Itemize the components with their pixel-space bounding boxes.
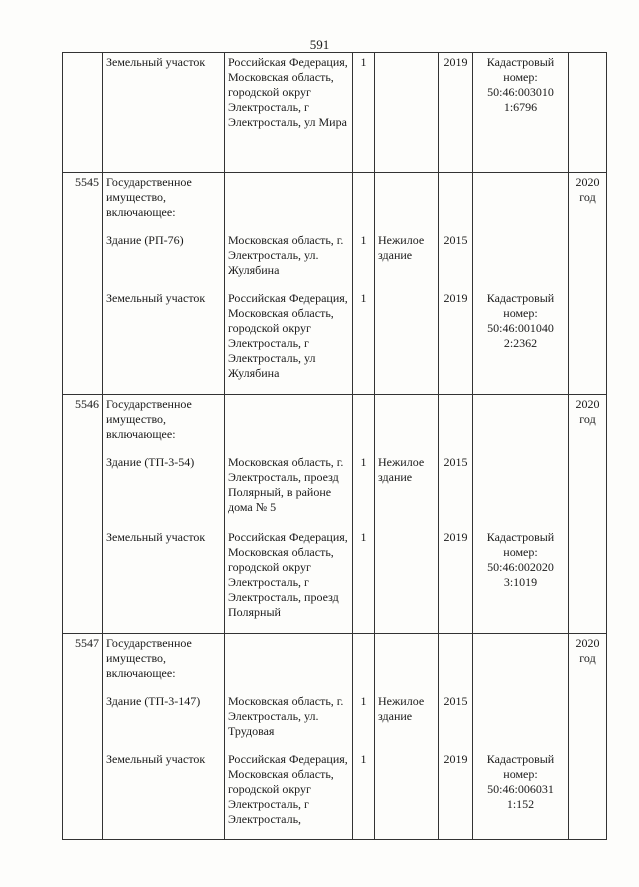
object-quantity: 1 <box>353 231 375 289</box>
item-number: 5547 <box>63 634 103 692</box>
cadastral-number <box>473 453 569 528</box>
table-row <box>63 750 607 840</box>
item-number: 5545 <box>63 173 103 231</box>
object-address <box>225 173 353 231</box>
item-number <box>63 528 103 634</box>
transfer-period <box>569 692 607 750</box>
table-row <box>63 231 607 289</box>
cadastral-number <box>473 692 569 750</box>
object-type <box>375 634 439 692</box>
object-year <box>439 173 473 231</box>
object-name: Земельный участок <box>103 53 225 173</box>
object-quantity <box>353 634 375 692</box>
object-quantity: 1 <box>353 53 375 173</box>
table-row <box>63 692 607 750</box>
object-name: Земельный участок <box>103 289 225 395</box>
item-number <box>63 231 103 289</box>
object-address: Московская область, г. Электросталь, ул. Трудовая <box>225 692 353 750</box>
transfer-period <box>569 528 607 634</box>
property-register-table <box>62 52 607 840</box>
object-name: Здание (РП-76) <box>103 231 225 289</box>
object-type <box>375 395 439 453</box>
object-quantity <box>353 173 375 231</box>
object-name: Государственное имущество, включающее: <box>103 395 225 453</box>
object-type <box>375 53 439 173</box>
table-row <box>63 173 607 231</box>
cadastral-number: Кадастровый номер: 50:46:001040 2:2362 <box>473 289 569 395</box>
item-number <box>63 750 103 840</box>
item-number <box>63 53 103 173</box>
object-year: 2019 <box>439 528 473 634</box>
transfer-period <box>569 231 607 289</box>
item-number <box>63 692 103 750</box>
object-year: 2019 <box>439 750 473 840</box>
object-year <box>439 634 473 692</box>
transfer-period: 2020 год <box>569 173 607 231</box>
object-year: 2019 <box>439 289 473 395</box>
object-quantity: 1 <box>353 453 375 528</box>
object-address: Российская Федерация, Московская область, городской округ Электросталь, г Электросталь, ул Жулябина <box>225 289 353 395</box>
transfer-period <box>569 289 607 395</box>
object-address <box>225 634 353 692</box>
transfer-period <box>569 53 607 173</box>
table-row <box>63 53 607 173</box>
table-row <box>63 634 607 692</box>
object-address: Московская область, г. Электросталь, ул. Жулябина <box>225 231 353 289</box>
cadastral-number <box>473 173 569 231</box>
object-type: Нежилое здание <box>375 453 439 528</box>
table-row <box>63 453 607 528</box>
transfer-period: 2020 год <box>569 395 607 453</box>
cadastral-number: Кадастровый номер: 50:46:006031 1:152 <box>473 750 569 840</box>
cadastral-number <box>473 634 569 692</box>
object-name: Земельный участок <box>103 750 225 840</box>
table-row <box>63 528 607 634</box>
object-name: Здание (ТП-3-54) <box>103 453 225 528</box>
object-type <box>375 750 439 840</box>
object-address <box>225 395 353 453</box>
object-address: Российская Федерация, Московская область, городской округ Электросталь, г Электросталь, <box>225 750 353 840</box>
cadastral-number <box>473 395 569 453</box>
transfer-period <box>569 453 607 528</box>
object-year: 2019 <box>439 53 473 173</box>
page-number: 591 <box>309 37 330 52</box>
cadastral-number: Кадастровый номер: 50:46:002020 3:1019 <box>473 528 569 634</box>
item-number: 5546 <box>63 395 103 453</box>
object-type <box>375 289 439 395</box>
cadastral-number <box>473 231 569 289</box>
object-address: Московская область, г. Электросталь, проезд Полярный, в районе дома № 5 <box>225 453 353 528</box>
table-row <box>63 395 607 453</box>
object-quantity <box>353 395 375 453</box>
transfer-period <box>569 750 607 840</box>
cadastral-number: Кадастровый номер: 50:46:003010 1:6796 <box>473 53 569 173</box>
object-type: Нежилое здание <box>375 692 439 750</box>
transfer-period: 2020 год <box>569 634 607 692</box>
table-row <box>63 289 607 395</box>
object-name: Здание (ТП-3-147) <box>103 692 225 750</box>
object-year: 2015 <box>439 231 473 289</box>
object-name: Государственное имущество, включающее: <box>103 634 225 692</box>
object-year: 2015 <box>439 453 473 528</box>
object-type <box>375 528 439 634</box>
object-name: Государственное имущество, включающее: <box>103 173 225 231</box>
object-year <box>439 395 473 453</box>
object-quantity: 1 <box>353 692 375 750</box>
object-address: Российская Федерация, Московская область, городской округ Электросталь, г Электросталь, ул Мира <box>225 53 353 173</box>
object-address: Российская Федерация, Московская область, городской округ Электросталь, г Электросталь, проезд Полярный <box>225 528 353 634</box>
object-quantity: 1 <box>353 528 375 634</box>
item-number <box>63 453 103 528</box>
item-number <box>63 289 103 395</box>
object-type: Нежилое здание <box>375 231 439 289</box>
object-year: 2015 <box>439 692 473 750</box>
object-type <box>375 173 439 231</box>
object-quantity: 1 <box>353 750 375 840</box>
object-name: Земельный участок <box>103 528 225 634</box>
object-quantity: 1 <box>353 289 375 395</box>
